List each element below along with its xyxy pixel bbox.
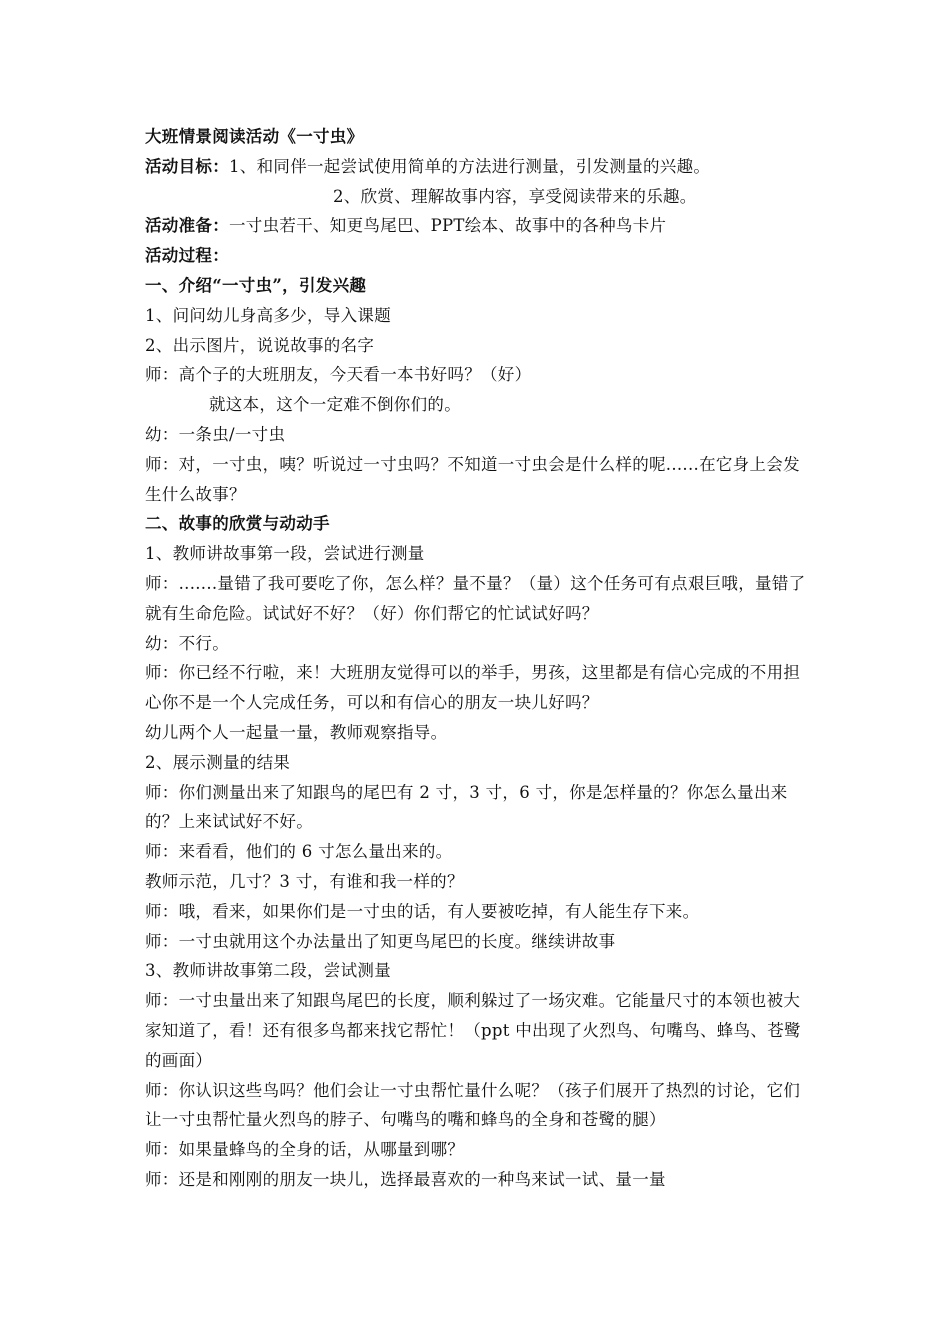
paragraph: 2、展示测量的结果 (145, 752, 291, 772)
paragraph: 师：一寸虫量出来了知跟鸟尾巴的长度，顺利躲过了一场灾难。它能量尺寸的本领也被大家知道了，看！还有很多鸟都来找它帮忙！（ppt 中出现了火烈鸟、句嘴鸟、蜂鸟、苍鹭的画面） (145, 991, 801, 1070)
prep-text: 一寸虫若干、知更鸟尾巴、PPT绘本、故事中的各种鸟卡片 (229, 216, 667, 236)
paragraph: 师：高个子的大班朋友，今天看一本书好吗？（好） (145, 365, 532, 385)
paragraph: 师：还是和刚刚的朋友一块儿，选择最喜欢的一种鸟来试一试、量一量 (145, 1169, 666, 1189)
paragraph: 师：一寸虫就用这个办法量出了知更鸟尾巴的长度。继续讲故事 (145, 931, 616, 951)
prep-label: 活动准备： (145, 216, 229, 236)
process-label: 活动过程： (145, 246, 229, 266)
document-page (145, 122, 815, 1195)
paragraph: 幼：不行。 (145, 633, 229, 653)
paragraph: 师：.......量错了我可要吃了你，怎么样？量不量？（量）这个任务可有点艰巨哦，量错了就有生命危险。试试好不好？（好）你们帮它的忙试试好吗？ (145, 573, 806, 623)
paragraph: 师：你认识这些鸟吗？他们会让一寸虫帮忙量什么呢？（孩子们展开了热烈的讨论，它们让一寸虫帮忙量火烈鸟的脖子、句嘴鸟的嘴和蜂鸟的全身和苍鹭的腿） (145, 1080, 801, 1130)
section-2-heading: 二、故事的欣赏与动动手 (145, 514, 330, 534)
paragraph: 3、教师讲故事第二段，尝试测量 (145, 961, 391, 981)
paragraph: 师：来看看，他们的 6 寸怎么量出来的。 (145, 842, 453, 862)
paragraph: 师：对，一寸虫，咦？听说过一寸虫吗？不知道一寸虫会是什么样的呢......在它身上会发生什么故事？ (145, 454, 800, 504)
paragraph: 幼：一条虫/一寸虫 (145, 424, 286, 444)
section-1-heading: 一、介绍“一寸虫”，引发兴趣 (145, 275, 367, 295)
paragraph: 就这本，这个一定难不倒你们的。 (209, 395, 461, 415)
paragraph: 1、教师讲故事第一段，尝试进行测量 (145, 544, 425, 564)
goal-2: 2、欣赏、理解故事内容，享受阅读带来的乐趣。 (333, 186, 697, 206)
paragraph: 师：你已经不行啦，来！大班朋友觉得可以的举手，男孩，这里都是有信心完成的不用担心你不是一个人完成任务，可以和有信心的朋友一块儿好吗？ (145, 663, 801, 713)
paragraph: 1、问问幼儿身高多少，导入课题 (145, 305, 391, 325)
paragraph: 2、出示图片，说说故事的名字 (145, 335, 375, 355)
document-title: 大班情景阅读活动《一寸虫》 (145, 127, 364, 146)
paragraph: 教师示范，几寸？3 寸，有谁和我一样的？ (145, 871, 464, 891)
paragraph: 师：如果量蜂鸟的全身的话，从哪量到哪？ (145, 1140, 465, 1160)
paragraph: 幼儿两个人一起量一量，教师观察指导。 (145, 722, 448, 742)
goal-line-1 (145, 152, 815, 182)
goal-label: 活动目标： (145, 156, 229, 176)
goal-1: 1、和同伴一起尝试使用简单的方法进行测量，引发测量的兴趣。 (229, 156, 711, 176)
paragraph: 师：你们测量出来了知跟鸟的尾巴有 2 寸，3 寸，6 寸，你是怎样量的？你怎么量出来的？上来试试好不好。 (145, 782, 788, 832)
paragraph: 师：哦，看来，如果你们是一寸虫的话，有人要被吃掉，有人能生存下来。 (145, 901, 700, 921)
prep-line (145, 211, 815, 241)
